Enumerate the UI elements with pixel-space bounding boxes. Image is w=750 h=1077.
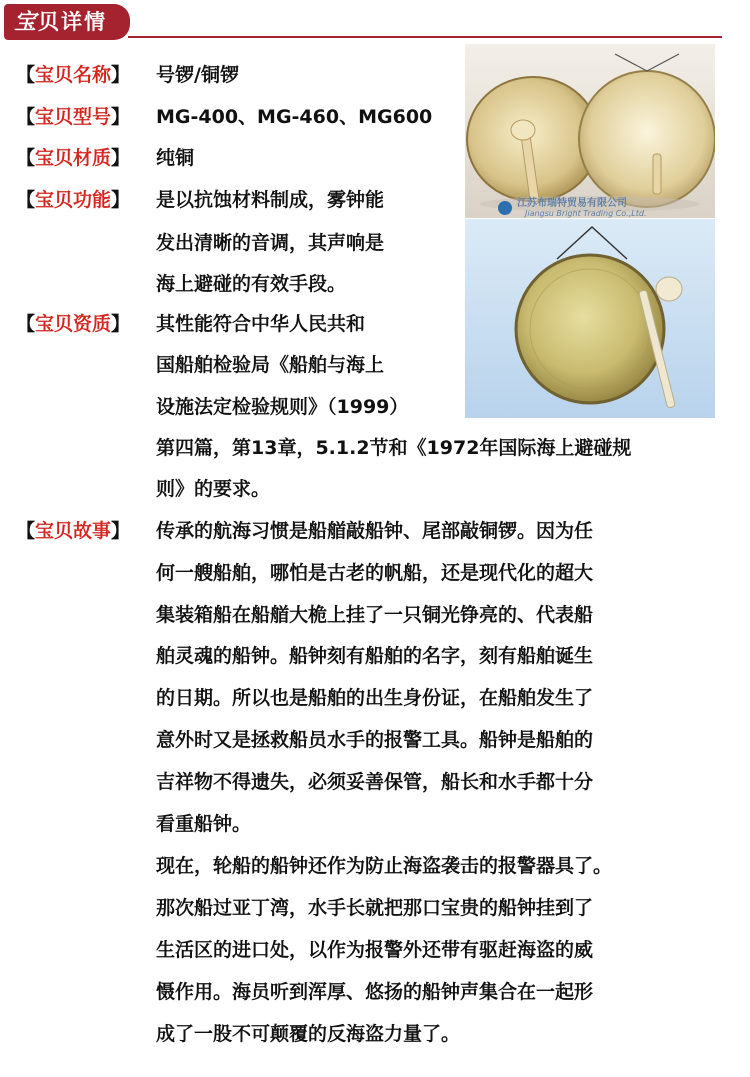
value-qualification-line: 其性能符合中华人民共和 — [156, 313, 366, 335]
watermark-text-en: Jiangsu Bright Trading Co.,Ltd. — [525, 209, 647, 218]
value-function-line: 发出清晰的音调，其声响是 — [156, 232, 385, 254]
value-function-line: 海上避碰的有效手段。 — [156, 273, 347, 295]
bracket-close: 】 — [111, 313, 131, 335]
value-story-line: 集装箱船在船艏大桅上挂了一只铜光铮亮的、代表船 — [156, 604, 594, 626]
value-story-line: 意外时又是拯救船员水手的报警工具。船钟是船舶的 — [156, 729, 594, 751]
field-qualification-label — [16, 313, 130, 335]
product-photo-gongs-pair — [465, 44, 715, 218]
label-qualification: 宝贝资质 — [35, 313, 112, 335]
value-name: 号锣/铜锣 — [156, 64, 239, 86]
value-qualification-line: 国船舶检验局《船舶与海上 — [156, 354, 385, 376]
value-story-line: 现在，轮船的船钟还作为防止海盗袭击的报警器具了。 — [156, 855, 613, 877]
value-material: 纯铜 — [156, 147, 195, 169]
field-material-label — [16, 147, 130, 169]
value-story-line: 成了一股不可颠覆的反海盗力量了。 — [156, 1023, 461, 1045]
bracket-open: 【 — [16, 106, 36, 128]
value-story-line: 的日期。所以也是船舶的出生身份证，在船舶发生了 — [156, 687, 594, 709]
value-story-line: 看重船钟。 — [156, 813, 252, 835]
value-story-line: 慑作用。海员听到浑厚、悠扬的船钟声集合在一起形 — [156, 981, 594, 1003]
value-story-line: 舶灵魂的船钟。船钟刻有船舶的名字，刻有船舶诞生 — [156, 645, 594, 667]
value-story-line: 传承的航海习惯是船艏敲船钟、尾部敲铜锣。因为任 — [156, 520, 594, 542]
value-model: MG-400、MG-460、MG600 — [156, 106, 433, 128]
bracket-close: 】 — [111, 520, 131, 542]
label-name: 宝贝名称 — [35, 64, 112, 86]
field-function-label — [16, 189, 130, 211]
value-story-line: 那次船过亚丁湾，水手长就把那口宝贵的船钟挂到了 — [156, 897, 594, 919]
value-function-line: 是以抗蚀材料制成，雾钟能 — [156, 189, 385, 211]
bracket-close: 】 — [111, 147, 131, 169]
value-story-line: 吉祥物不得遗失，必须妥善保管，船长和水手都十分 — [156, 771, 594, 793]
label-function: 宝贝功能 — [35, 189, 112, 211]
bracket-open: 【 — [16, 64, 36, 86]
field-name-label — [16, 64, 130, 86]
field-story-label — [16, 520, 130, 542]
label-model: 宝贝型号 — [35, 106, 112, 128]
section-header-title-rest: 贝详情 — [38, 10, 108, 34]
bracket-open: 【 — [16, 189, 36, 211]
section-header-rule — [128, 36, 722, 38]
section-header-title-first: 宝 — [14, 10, 39, 35]
field-model-label — [16, 106, 130, 128]
watermark-text-cn: 江苏布瑞特贸易有限公司 — [517, 198, 627, 209]
bracket-open: 【 — [16, 313, 36, 335]
watermark-logo-icon — [498, 201, 512, 215]
bracket-open: 【 — [16, 520, 36, 542]
value-qualification-line: 第四篇，第13章，5.1.2节和《1972年国际海上避碰规 — [156, 437, 632, 459]
value-story-line: 生活区的进口处，以作为报警外还带有驱赶海盗的威 — [156, 939, 594, 961]
bracket-close: 】 — [111, 64, 131, 86]
label-story: 宝贝故事 — [35, 520, 112, 542]
section-header-badge — [4, 4, 130, 40]
product-photo-hanging-gong — [465, 219, 715, 418]
label-material: 宝贝材质 — [35, 147, 112, 169]
bracket-close: 】 — [111, 106, 131, 128]
bracket-close: 】 — [111, 189, 131, 211]
bracket-open: 【 — [16, 147, 36, 169]
value-story-line: 何一艘船舶，哪怕是古老的帆船，还是现代化的超大 — [156, 562, 594, 584]
value-qualification-line: 设施法定检验规则》（1999） — [156, 396, 409, 418]
value-qualification-line: 则》的要求。 — [156, 478, 271, 500]
